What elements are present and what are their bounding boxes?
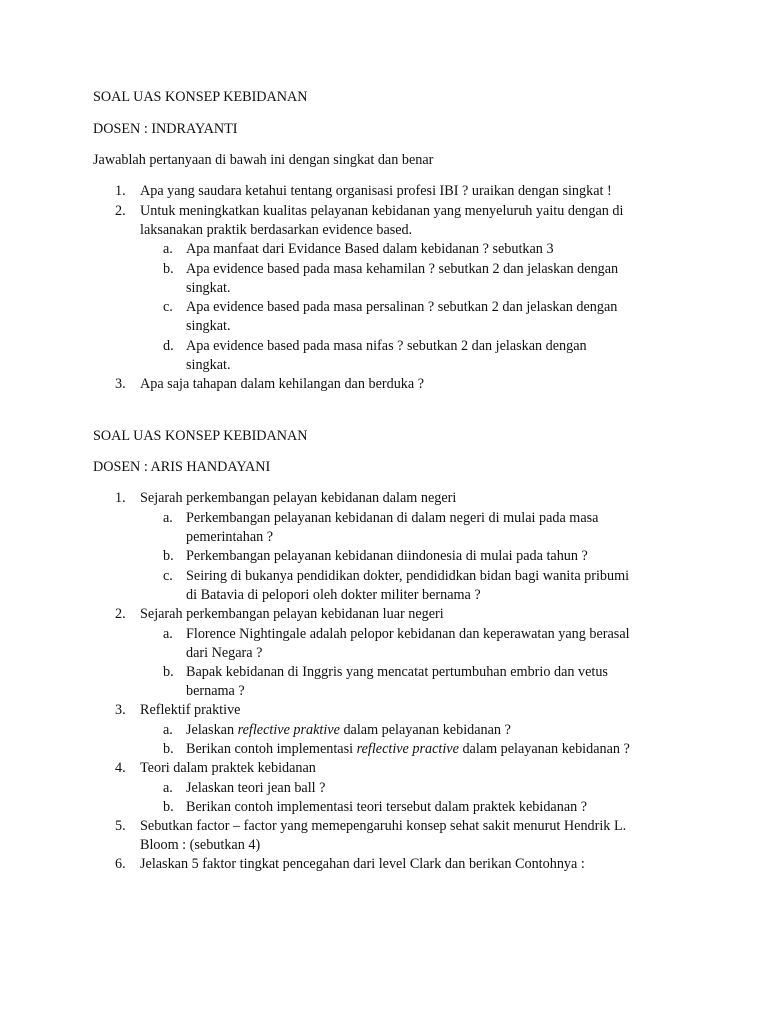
s2-q3-sub-b-pre: Berikan contoh implementasi [186,741,357,757]
s1-q2-number: 2. [115,203,126,219]
s2-q3-sub-a-pre: Jelaskan [186,722,238,738]
s2-q3-sub-b-post: dalam pelayanan kebidanan ? [458,741,630,757]
s2-q6-number: 6. [115,856,126,872]
s1-q2-line2: laksanakan praktik berdasarkan evidence based. [140,222,413,238]
s2-q5-line2: Bloom : (sebutkan 4) [140,837,261,853]
s2-q2-sub-a-line2: dari Negara ? [186,645,263,661]
s2-q4-text: Teori dalam praktek kebidanan [140,760,316,776]
s1-q2-line1: Untuk meningkatkan kualitas pelayanan kebidanan yang menyeluruh yaitu dengan di [140,203,624,219]
section1-title: SOAL UAS KONSEP KEBIDANAN [93,89,308,105]
s2-q3-sub-b-text [186,740,630,760]
s2-q4-sub-b-label: b. [163,799,174,815]
s2-q2-sub-a-label: a. [163,626,173,642]
s1-q3-text: Apa saja tahapan dalam kehilangan dan berduka ? [140,376,425,392]
s2-q3-sub-a-label: a. [163,722,173,738]
s2-q6-text: Jelaskan 5 faktor tingkat pencegahan dari level Clark dan berikan Contohnya : [140,856,585,872]
section2-title: SOAL UAS KONSEP KEBIDANAN [93,428,308,444]
s2-q3-sub-a-post: dalam pelayanan kebidanan ? [339,722,511,738]
section1-instruction: Jawablah pertanyaan di bawah ini dengan singkat dan benar [93,152,434,168]
s2-q2-sub-b-line2: bernama ? [186,683,245,699]
s2-q3-number: 3. [115,702,126,718]
section2-lecturer: DOSEN : ARIS HANDAYANI [93,459,271,475]
s1-q3-number: 3. [115,376,126,392]
s2-q1-text: Sejarah perkembangan pelayan kebidanan dalam negeri [140,490,457,506]
s2-q2-sub-a-line1: Florence Nightingale adalah pelopor kebidanan dan keperawatan yang berasal [186,626,630,642]
s2-q4-sub-a-label: a. [163,780,173,796]
s2-q4-sub-b-text: Berikan contoh implementasi teori tersebut dalam praktek kebidanan ? [186,799,588,815]
s2-q1-sub-b-label: b. [163,548,174,564]
s2-q1-sub-a-label: a. [163,510,173,526]
s1-q2-sub-d-label: d. [163,338,174,354]
s2-q1-sub-b-line1: Perkembangan pelayanan kebidanan diindonesia di mulai pada tahun ? [186,548,588,564]
s2-q3-sub-a-em: reflective praktive [237,722,340,738]
s1-q2-sub-a-text: Apa manfaat dari Evidance Based dalam kebidanan ? sebutkan 3 [186,241,554,257]
s2-q3-text: Reflektif praktive [140,702,241,718]
s1-q2-sub-c-line1: Apa evidence based pada masa persalinan ? sebutkan 2 dan jelaskan dengan [186,299,618,315]
s2-q5-line1: Sebutkan factor – factor yang memepengaruhi konsep sehat sakit menurut Hendrik L. [140,818,627,834]
s2-q1-sub-c-line2: di Batavia di pelopori oleh dokter militer bernama ? [186,587,481,603]
s1-q2-sub-b-line2: singkat. [186,280,231,296]
s2-q3-sub-b-em: reflective practive [356,741,459,757]
s2-q1-sub-a-line1: Perkembangan pelayanan kebidanan di dalam negeri di mulai pada masa [186,510,599,526]
s2-q3-sub-a-text [186,721,511,741]
s1-q2-sub-d-line2: singkat. [186,357,231,373]
s1-q2-sub-c-label: c. [163,299,173,315]
s2-q1-sub-a-line2: pemerintahan ? [186,529,274,545]
s2-q2-text: Sejarah perkembangan pelayan kebidanan luar negeri [140,606,444,622]
s2-q1-sub-c-label: c. [163,568,173,584]
s2-q4-number: 4. [115,760,126,776]
s2-q5-number: 5. [115,818,126,834]
s2-q1-number: 1. [115,490,126,506]
s1-q1-text: Apa yang saudara ketahui tentang organisasi profesi IBI ? uraikan dengan singkat ! [140,183,612,199]
s2-q3-sub-b-label: b. [163,741,174,757]
s1-q2-sub-a-label: a. [163,241,173,257]
s1-q2-sub-c-line2: singkat. [186,318,231,334]
s1-q2-sub-b-line1: Apa evidence based pada masa kehamilan ? sebutkan 2 dan jelaskan dengan [186,261,619,277]
s2-q2-sub-b-line1: Bapak kebidanan di Inggris yang mencatat pertumbuhan embrio dan vetus [186,664,608,680]
s2-q4-sub-a-text: Jelaskan teori jean ball ? [186,780,326,796]
s2-q2-sub-b-label: b. [163,664,174,680]
section1-lecturer: DOSEN : INDRAYANTI [93,121,238,137]
s1-q1-number: 1. [115,183,126,199]
s1-q2-sub-d-line1: Apa evidence based pada masa nifas ? sebutkan 2 dan jelaskan dengan [186,338,587,354]
s1-q2-sub-b-label: b. [163,261,174,277]
s2-q1-sub-c-line1: Seiring di bukanya pendidikan dokter, pendididkan bidan bagi wanita pribumi [186,568,630,584]
s2-q2-number: 2. [115,606,126,622]
